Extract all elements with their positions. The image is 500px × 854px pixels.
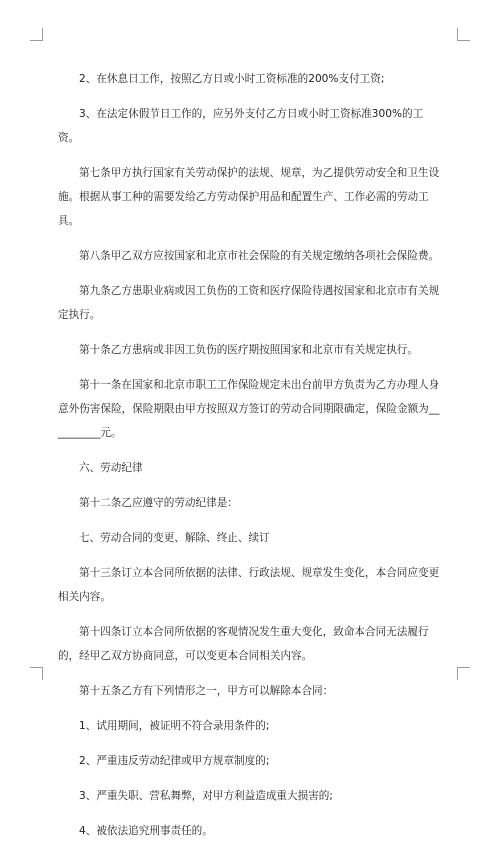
list-item-probation: 1、试用期间，被证明不符合录用条件的;	[79, 720, 270, 732]
paragraph-article-7: 第七条甲方执行国家有关劳动保护的法规、规章，为乙提供劳动安全和卫生设施。根据从事工种的需要发给乙方劳动保护用品和配置生产、工作必需的劳动工具。	[58, 167, 440, 227]
paragraph-article-11: 第十一条在国家和北京市职工工作保险规定未出台前甲方负责为乙方办理人身意外伤害保险，保险期限由甲方按照双方签订的劳动合同期限确定，保险金额为__________元。	[58, 379, 440, 439]
paragraph-article-10: 第十条乙方患病或非因工负伤的医疗期按照国家和北京市有关规定执行。	[79, 344, 418, 356]
list-item-discipline-violation: 2、严重违反劳动纪律或甲方规章制度的;	[79, 755, 270, 767]
paragraph-overtime-holiday: 3、在法定休假节日工作的，应另外支付乙方日或小时工资标准300%的工资。	[58, 108, 424, 144]
paragraph-article-15: 第十五条乙方有下列情形之一，甲方可以解除本合同：	[79, 685, 334, 697]
section-heading-contract-changes: 七、劳动合同的变更、解除、终止、续订	[79, 532, 270, 544]
paragraph-article-14: 第十四条订立本合同所依据的客观情况发生重大变化，致命本合同无法履行的，经甲乙双方协商同意，可以变更本合同相关内容。	[58, 626, 429, 662]
paragraph-article-9: 第九条乙方患职业病或因工负伤的工资和医疗保险待遇按国家和北京市有关规定执行。	[58, 285, 440, 321]
paragraph-article-8: 第八条甲乙双方应按国家和北京市社会保险的有关规定缴纳各项社会保险费。	[79, 250, 440, 262]
page-corner-mark-bottom-right	[457, 667, 470, 680]
paragraph-overtime-rest-day: 2、在休息日工作，按照乙方日或小时工资标准的200%支付工资;	[79, 73, 385, 85]
page-corner-mark-top-right	[457, 28, 470, 41]
paragraph-article-12: 第十二条乙应遵守的劳动纪律是：	[79, 497, 238, 509]
list-item-misconduct: 3、严重失职、营私舞弊，对甲方利益造成重大损害的;	[79, 790, 333, 802]
page-corner-mark-bottom-left	[30, 667, 43, 680]
page-corner-mark-top-left	[30, 28, 43, 41]
paragraph-article-13: 第十三条订立本合同所依据的法律、行政法规、规章发生变化，本合同应变更相关内容。	[58, 567, 440, 603]
list-item-criminal-liability: 4、被依法追究刑事责任的。	[79, 825, 213, 837]
document-body	[58, 67, 442, 854]
section-heading-labor-discipline: 六、劳动纪律	[79, 462, 143, 474]
